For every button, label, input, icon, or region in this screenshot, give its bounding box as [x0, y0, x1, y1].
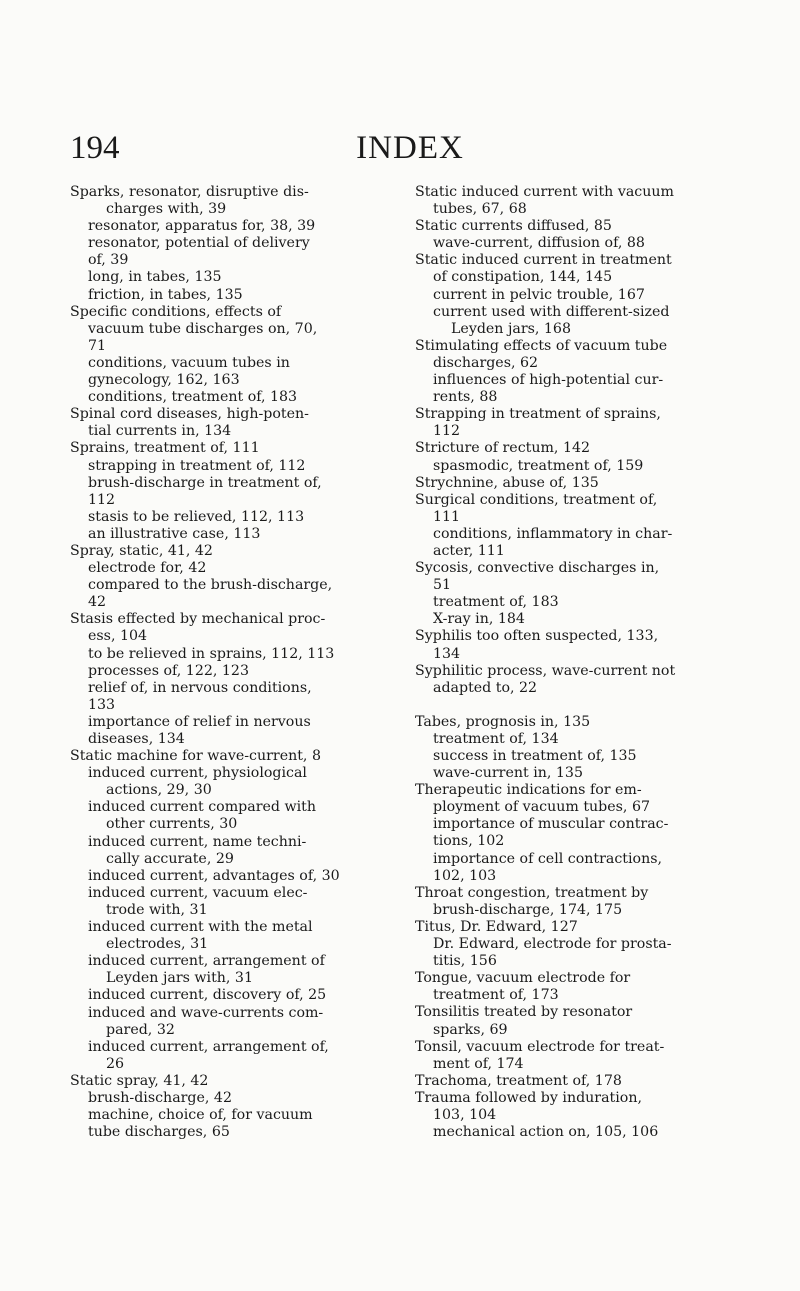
- index-subentry: influences of high-potential cur-: [433, 372, 664, 389]
- index-column-left: [70, 184, 405, 1141]
- index-subentry: mechanical action on, 105, 106: [433, 1124, 659, 1141]
- index-subentry: brush-discharge, 174, 175: [433, 901, 623, 918]
- index-entry-heading: Throat congestion, treatment by: [415, 884, 649, 901]
- index-subentry: tube discharges, 65: [88, 1124, 230, 1141]
- index-subentry: cally accurate, 29: [106, 850, 234, 867]
- index-subentry: charges with, 39: [106, 201, 227, 218]
- index-subentry: importance of muscular contrac-: [433, 816, 669, 833]
- index-subentry: resonator, potential of delivery: [88, 235, 310, 252]
- page-number: 194: [70, 130, 120, 166]
- index-subentry: brush-discharge in treatment of,: [88, 474, 322, 491]
- index-subentry: wave-current in, 135: [433, 765, 583, 782]
- page-title: INDEX: [356, 130, 464, 166]
- section-gap: [415, 697, 750, 714]
- index-subentry: ess, 104: [88, 628, 148, 645]
- index-entry-heading: Static machine for wave-current, 8: [70, 748, 321, 765]
- index-subentry: 26: [106, 1055, 125, 1072]
- index-subentry: ment of, 174: [433, 1055, 524, 1072]
- index-entry-heading: Tonsilitis treated by resonator: [415, 1004, 633, 1021]
- index-subentry: compared to the brush-discharge,: [88, 577, 333, 594]
- index-subentry: current in pelvic trouble, 167: [433, 286, 645, 303]
- index-subentry: Leyden jars with, 31: [106, 970, 253, 987]
- index-entry-heading: Static induced current in treatment: [415, 252, 672, 269]
- index-subentry: induced current, arrangement of: [88, 953, 325, 970]
- index-entry-heading: Trachoma, treatment of, 178: [415, 1072, 622, 1089]
- index-subentry: 42: [88, 594, 107, 611]
- index-subentry: stasis to be relieved, 112, 113: [88, 508, 305, 525]
- index-subentry: sparks, 69: [433, 1021, 508, 1038]
- index-subentry: induced current, discovery of, 25: [88, 987, 327, 1004]
- index-subentry: titis, 156: [433, 953, 497, 970]
- index-subentry: relief of, in nervous conditions,: [88, 679, 312, 696]
- index-entry-heading: Tabes, prognosis in, 135: [415, 713, 591, 730]
- index-subentry: treatment of, 134: [433, 730, 559, 747]
- index-subentry: resonator, apparatus for, 38, 39: [88, 218, 316, 235]
- index-entry-heading: Spinal cord diseases, high-poten-: [70, 406, 309, 423]
- index-entry-heading: Syphilitic process, wave-current not: [415, 662, 676, 679]
- index-entry-heading: Stimulating effects of vacuum tube: [415, 337, 668, 354]
- index-subentry: pared, 32: [106, 1021, 175, 1038]
- index-subentry: 71: [88, 337, 107, 354]
- index-subentry: electrode for, 42: [88, 560, 207, 577]
- index-subentry: importance of cell contractions,: [433, 850, 662, 867]
- index-entry-heading: Sycosis, convective discharges in,: [415, 560, 660, 577]
- page-header: [70, 128, 750, 168]
- index-subentry: induced current with the metal: [88, 919, 313, 936]
- index-entry-heading: Sprains, treatment of, 111: [70, 440, 260, 457]
- index-subentry: 112: [88, 491, 116, 508]
- index-subentry: wave-current, diffusion of, 88: [433, 235, 645, 252]
- index-entry-heading: Sparks, resonator, disruptive dis-: [70, 184, 309, 200]
- index-subentry: friction, in tabes, 135: [88, 286, 243, 303]
- index-entry-heading: Trauma followed by induration,: [415, 1089, 642, 1106]
- index-subentry: acter, 111: [433, 542, 505, 559]
- index-subentry: spasmodic, treatment of, 159: [433, 457, 644, 474]
- index-subentry: conditions, inflammatory in char-: [433, 525, 673, 542]
- index-subentry: diseases, 134: [88, 731, 185, 747]
- index-subentry: induced current compared with: [88, 799, 316, 816]
- index-subentry: induced current, advantages of, 30: [88, 867, 340, 884]
- index-entry-heading: Stricture of rectum, 142: [415, 440, 591, 457]
- index-column-right: [415, 184, 750, 1141]
- index-subentry: brush-discharge, 42: [88, 1089, 232, 1106]
- index-subentry: adapted to, 22: [433, 679, 538, 696]
- index-subentry: electrodes, 31: [106, 936, 209, 953]
- index-subentry: long, in tabes, 135: [88, 269, 222, 286]
- index-entry-heading: Specific conditions, effects of: [70, 303, 282, 320]
- index-subentry: to be relieved in sprains, 112, 113: [88, 645, 335, 662]
- index-subentry: 103, 104: [433, 1106, 497, 1123]
- index-subentry: induced current, name techni-: [88, 833, 307, 850]
- index-subentry: discharges, 62: [433, 354, 539, 371]
- index-entry-heading: Static spray, 41, 42: [70, 1072, 209, 1089]
- index-subentry: tubes, 67, 68: [433, 201, 527, 218]
- index-entry-heading: Static currents diffused, 85: [415, 218, 612, 235]
- index-entry-heading: Titus, Dr. Edward, 127: [415, 918, 578, 935]
- index-subentry: other currents, 30: [106, 816, 238, 833]
- index-subentry: current used with different-sized: [433, 303, 670, 320]
- index-subentry: an illustrative case, 113: [88, 525, 261, 542]
- index-entry-heading: Strychnine, abuse of, 135: [415, 474, 599, 491]
- index-subentry: 133: [88, 696, 116, 713]
- index-subentry: 112: [433, 423, 461, 440]
- index-subentry: induced current, physiological: [88, 765, 307, 782]
- index-subentry: of constipation, 144, 145: [433, 269, 613, 286]
- index-entry-heading: Therapeutic indications for em-: [415, 782, 642, 799]
- index-subentry: machine, choice of, for vacuum: [88, 1107, 313, 1124]
- index-subentry: conditions, vacuum tubes in: [88, 354, 290, 371]
- index-subentry: conditions, treatment of, 183: [88, 389, 298, 406]
- index-subentry: tions, 102: [433, 833, 505, 850]
- index-subentry: treatment of, 183: [433, 594, 559, 611]
- index-subentry: rents, 88: [433, 389, 498, 406]
- index-subentry: treatment of, 173: [433, 987, 559, 1004]
- index-subentry: gynecology, 162, 163: [88, 372, 240, 389]
- index-entry-heading: Spray, static, 41, 42: [70, 542, 213, 559]
- index-subentry: strapping in treatment of, 112: [88, 457, 306, 474]
- index-subentry: tial currents in, 134: [88, 423, 232, 440]
- index-entry-heading: Surgical conditions, treatment of,: [415, 491, 658, 508]
- index-subentry: of, 39: [88, 252, 129, 269]
- index-subentry: induced current, arrangement of,: [88, 1038, 329, 1055]
- index-subentry: Leyden jars, 168: [451, 320, 571, 337]
- index-subentry: success in treatment of, 135: [433, 748, 637, 764]
- index-subentry: actions, 29, 30: [106, 782, 212, 799]
- index-entry-heading: Tonsil, vacuum electrode for treat-: [415, 1038, 665, 1055]
- index-entry-heading: Stasis effected by mechanical proc-: [70, 611, 326, 628]
- index-subentry: vacuum tube discharges on, 70,: [88, 320, 318, 337]
- index-subentry: 51: [433, 577, 452, 594]
- index-entry-heading: Strapping in treatment of sprains,: [415, 406, 661, 423]
- index-entry-heading: Tongue, vacuum electrode for: [415, 970, 631, 987]
- index-entry-heading: Syphilis too often suspected, 133,: [415, 628, 659, 645]
- index-subentry: 134: [433, 645, 461, 662]
- index-entry-heading: Static induced current with vacuum: [415, 184, 674, 200]
- index-subentry: importance of relief in nervous: [88, 713, 311, 730]
- index-subentry: ployment of vacuum tubes, 67: [433, 799, 651, 816]
- index-subentry: X-ray in, 184: [433, 611, 525, 628]
- index-subentry: processes of, 122, 123: [88, 662, 249, 679]
- index-subentry: induced current, vacuum elec-: [88, 884, 308, 901]
- index-subentry: trode with, 31: [106, 901, 208, 918]
- index-subentry: 111: [433, 508, 461, 525]
- index-subentry: Dr. Edward, electrode for prosta-: [433, 936, 672, 953]
- index-subentry: induced and wave-currents com-: [88, 1004, 324, 1021]
- index-subentry: 102, 103: [433, 867, 497, 884]
